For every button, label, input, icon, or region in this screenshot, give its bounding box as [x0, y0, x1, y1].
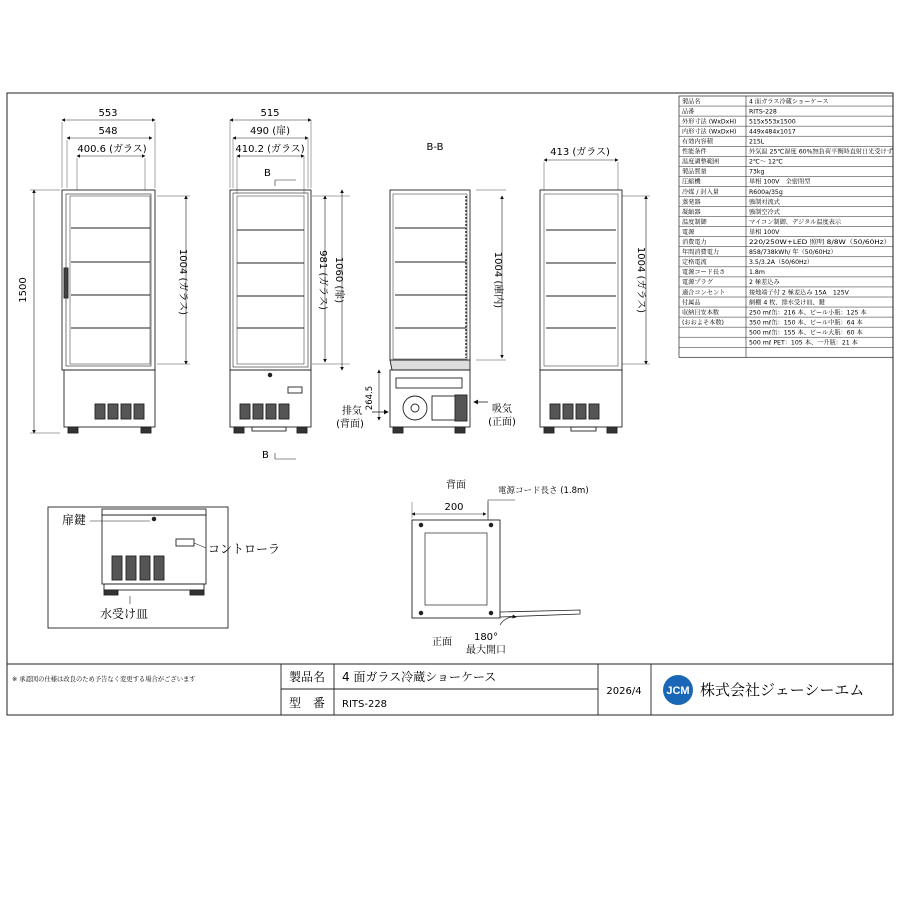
spec-value: 500 mℓ缶：155 本、ビール大瓶：60 本 — [749, 329, 863, 337]
spec-label: 内形寸法 (WxDxH) — [682, 128, 737, 136]
dim-200: 200 — [444, 502, 464, 513]
company-name: 株式会社ジェーシーエム — [700, 681, 865, 699]
spec-value: 強制空冷式 — [749, 208, 780, 216]
spec-label: 蒸発器 — [682, 198, 701, 206]
angle-180: 180° — [473, 632, 499, 643]
exhaust-sub-label: (背面) — [336, 419, 364, 430]
spec-label: 電源コード長さ — [682, 269, 726, 277]
dim-548: 548 — [98, 126, 118, 137]
dim-1500: 1500 — [18, 277, 29, 303]
dim-490-door: 490 (扉) — [249, 126, 291, 137]
section-mark-b-top: B — [264, 168, 271, 179]
spec-label: 製品質量 — [682, 168, 707, 176]
spec-value: 449x484x1017 — [749, 128, 796, 136]
dim-1004-glass-front: 1004 (ガラス) — [177, 248, 188, 316]
spec-label: 温度制御 — [682, 218, 707, 226]
intake-label: 吸気 — [492, 404, 512, 415]
dim-981-glass: 981 (ガラス) — [317, 250, 328, 310]
dim-1004-glass-side: 1004 (ガラス) — [635, 246, 646, 314]
spec-value: 858/738kWh/ 年（50/60Hz） — [749, 249, 837, 257]
spec-value: 220/250W+LED 照明 8/8W（50/60Hz） — [749, 239, 869, 246]
plan-front-label: 正面 — [432, 637, 452, 648]
spec-label: 製品名 — [682, 98, 701, 106]
dim-400-6-glass: 400.6 (ガラス) — [77, 144, 147, 155]
spec-label: 性能条件 — [682, 148, 707, 156]
spec-label: 適合コンセント — [682, 289, 726, 297]
spec-label: (おおよそ本数) — [682, 319, 724, 327]
spec-label: 消費電力 — [682, 239, 707, 246]
spec-value: 2 極差込み — [749, 279, 780, 287]
door-view — [230, 120, 350, 459]
company-logo — [663, 675, 693, 705]
product-name-label: 製品名 — [288, 670, 326, 684]
dim-410-2-glass: 410.2 (ガラス) — [235, 144, 305, 155]
controller-label: コントローラ — [208, 542, 281, 556]
intake-sub-label: (正面) — [488, 417, 516, 428]
spec-value: 単相 100V — [749, 228, 780, 236]
product-name-value: 4 面ガラス冷蔵ショーケース — [342, 670, 497, 684]
spec-value: 網棚 4 枚、排水受け皿、鍵 — [749, 299, 825, 307]
spec-value: マイコン制御、デジタル温度表示 — [749, 218, 842, 226]
spec-value: 350 mℓ缶：150 本、ビール中瓶：64 本 — [749, 319, 863, 327]
spec-value: 515x553x1500 — [749, 118, 796, 126]
spec-value: 単相 100V 全密閉型 — [749, 178, 811, 186]
spec-label: 定格電流 — [682, 259, 707, 267]
issue-date: 2026/4 — [606, 686, 642, 697]
spec-value: 1.8m — [749, 269, 765, 277]
spec-value: 4 面ガラス冷蔵ショーケース — [749, 98, 829, 106]
plan-back-label: 背面 — [446, 480, 466, 491]
spec-table — [679, 96, 893, 357]
spec-value: 外気温 25℃湿度 60%無負荷平衡時直射日光受けず — [749, 148, 893, 156]
spec-label: 外形寸法 (WxDxH) — [682, 118, 737, 126]
spec-label: 圧縮機 — [682, 178, 701, 186]
spec-label: 年間消費電力 — [682, 249, 720, 257]
dim-1004-interior: 1004 (庫内) — [492, 251, 503, 309]
section-bb-view — [372, 190, 506, 433]
spec-label: 有効内容積 — [682, 138, 713, 146]
model-number-label: 型 番 — [288, 696, 326, 710]
section-mark-b-bottom: B — [262, 450, 269, 461]
plan-view — [412, 500, 580, 625]
spec-label: 凝縮器 — [682, 208, 701, 216]
dim-515: 515 — [260, 108, 280, 119]
spec-value: 3.5/3.2A（50/60Hz） — [749, 259, 814, 267]
disclaimer-note: ※ 承認図の仕様は改良のため予告なく変更する場合がございます — [12, 676, 196, 683]
section-title-bb: B-B — [426, 142, 444, 153]
spec-value: R600a/35g — [749, 188, 783, 196]
dim-264-5: 264.5 — [365, 385, 375, 411]
spec-label: 電源 — [682, 228, 695, 236]
spec-label: 品番 — [682, 108, 695, 116]
spec-value: RITS-228 — [749, 108, 777, 116]
spec-value: 500 mℓ PET：105 本、一升瓶：21 本 — [749, 339, 858, 347]
spec-value: 強制対流式 — [749, 198, 780, 206]
exhaust-label: 排気 — [342, 406, 362, 417]
spec-label: 電源プラグ — [682, 279, 713, 287]
dim-553: 553 — [98, 108, 118, 119]
drip-tray-label: 水受け皿 — [100, 607, 149, 621]
dim-1060-door: 1060 (扉) — [333, 256, 344, 304]
dim-413-glass: 413 (ガラス) — [550, 147, 610, 158]
spec-label: 付属品 — [682, 299, 701, 307]
max-opening-label: 最大開口 — [466, 645, 506, 656]
front-view — [30, 120, 190, 433]
power-cord-label: 電源コード長さ (1.8m) — [498, 486, 589, 496]
spec-value: 215L — [749, 138, 765, 146]
side-view — [540, 160, 650, 433]
logo-text: JCM — [666, 685, 690, 697]
spec-value: 73kg — [749, 168, 765, 176]
spec-label: 収納目安本数 — [682, 309, 720, 317]
door-key-label: 扉鍵 — [62, 513, 87, 527]
spec-value: 2℃～ 12℃ — [749, 158, 783, 166]
spec-value: 接地端子付 2 極差込み 15A 125V — [749, 289, 849, 297]
spec-value: 250 mℓ缶：216 本、ビール小瓶：125 本 — [749, 309, 867, 317]
spec-label: 冷媒 / 封入量 — [682, 188, 719, 196]
spec-label: 温度調整範囲 — [682, 158, 720, 166]
model-number-value: RITS-228 — [342, 699, 388, 710]
